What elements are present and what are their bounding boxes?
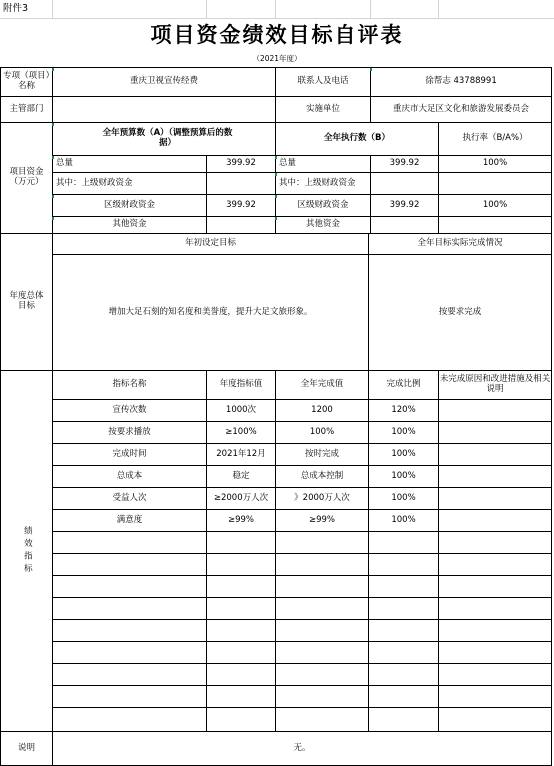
performance-indicators-text: 绩效指标 (22, 526, 33, 576)
fund-row-label: 其他资金 (112, 219, 147, 230)
indicator-cell: 》2000万人次 (294, 492, 350, 503)
fund-exec-value (371, 217, 438, 233)
indicator-cell: 稳定 (232, 470, 250, 481)
indicator-cell: 100% (309, 426, 335, 437)
fund-exec-value: 399.92 (389, 199, 420, 210)
actual-goal-header: 全年目标实际完成情况 (417, 238, 503, 249)
year-label: （2021年度） (252, 53, 302, 63)
execution-header: 全年执行数（B） (324, 133, 390, 144)
contact-label: 联系人及电话 (297, 76, 349, 87)
actual-goal-text: 按要求完成 (438, 306, 482, 317)
fund-rate-value: 100% (482, 158, 508, 169)
table-rule (52, 707, 552, 708)
project-name-value: 重庆卫视宣传经费 (129, 76, 198, 87)
indicator-cell: 100% (391, 492, 416, 503)
gridline (52, 0, 53, 19)
indicator-cell (439, 400, 551, 421)
table-rule (52, 553, 552, 554)
indicator-cell: ≥2000万人次 (213, 492, 269, 503)
indicator-header: 完成比例 (386, 379, 421, 390)
indicator-cell: ≥99% (227, 514, 254, 525)
table-rule (52, 663, 552, 664)
note-value: 无。 (293, 742, 311, 753)
indicator-cell: 完成时间 (112, 448, 147, 459)
table-rule (52, 531, 552, 532)
fund-exec-value: 399.92 (389, 158, 420, 169)
gridline (438, 0, 439, 19)
gridline (370, 0, 371, 19)
indicator-header: 全年完成值 (300, 379, 344, 390)
fund-row-label: 区级财政资金 (103, 199, 155, 210)
indicator-header: 年度指标值 (219, 379, 263, 390)
indicator-cell: 总成本 (116, 470, 143, 481)
indicator-cell (439, 422, 551, 443)
annual-goals-label: 年度总体目标 (9, 291, 44, 311)
table-rule (52, 597, 552, 598)
indicator-cell: 受益人次 (112, 492, 147, 503)
department-label: 主管部门 (9, 103, 44, 114)
gridline (206, 0, 207, 19)
fund-exec-value (371, 173, 438, 194)
fund-budget-value (207, 173, 275, 194)
attachment-label: 附件3 (3, 2, 29, 14)
project-name-label: 专项（项目）名称 (3, 71, 50, 91)
implementing-unit-value: 重庆市大足区文化和旅游发展委员会 (392, 103, 529, 114)
indicator-cell: 1000次 (225, 404, 257, 415)
fund-exec-label: 其中：上级财政资金 (279, 177, 356, 188)
fund-exec-label: 其他资金 (305, 219, 340, 230)
table-rule (52, 619, 552, 620)
indicator-cell: 按要求播放 (108, 426, 151, 437)
table-rule (52, 575, 552, 576)
fund-row-label: 其中：上级财政资金 (56, 177, 133, 188)
table-rule (52, 641, 552, 642)
indicator-cell: 按时完成 (304, 448, 339, 459)
fund-exec-label: 区级财政资金 (297, 199, 349, 210)
indicator-cell (439, 444, 551, 465)
indicator-cell: 2021年12月 (216, 448, 266, 459)
fund-rate-value (439, 173, 551, 194)
indicator-cell (439, 466, 551, 487)
table-rule (52, 685, 552, 686)
indicator-cell: 100% (391, 448, 416, 459)
implementing-unit-label: 实施单位 (305, 103, 340, 114)
indicator-cell (439, 510, 551, 531)
budget-header: 全年预算数（A）（调整预算后的数据） (102, 128, 233, 148)
indicator-cell: 100% (391, 470, 416, 481)
funds-section-label: 项目资金（万元） (9, 167, 44, 187)
indicator-cell: 100% (391, 426, 416, 437)
fund-rate-value: 100% (482, 199, 508, 210)
fund-budget-value: 399.92 (226, 199, 256, 210)
contact-value: 徐帮志 43788991 (425, 76, 497, 87)
gridline (275, 0, 276, 19)
indicator-cell (439, 488, 551, 509)
indicator-cell: 100% (391, 514, 416, 525)
planned-goal-text: 增加大足石刻的知名度和美誉度，提升大足文旅形象。 (108, 306, 313, 317)
cell-marker (52, 123, 54, 126)
fund-rate-value (439, 217, 551, 233)
fund-budget-value (207, 217, 275, 233)
indicator-cell: ≥99% (308, 514, 335, 525)
department-value (53, 97, 275, 122)
indicator-cell: 宣传次数 (112, 404, 147, 415)
page-title: 项目资金绩效目标自评表 (150, 21, 404, 47)
execution-rate-header: 执行率（B/A%） (462, 133, 528, 144)
indicator-cell: ≥100% (225, 426, 257, 437)
indicator-header: 未完成原因和改进措施及相关说明 (439, 374, 551, 394)
fund-exec-label: 总量 (279, 158, 297, 169)
indicator-header: 指标名称 (112, 379, 147, 390)
note-label: 说明 (17, 742, 35, 753)
indicator-cell: 满意度 (116, 514, 143, 525)
indicator-cell: 总成本控制 (300, 470, 344, 481)
planned-goal-header: 年初设定目标 (184, 238, 236, 249)
fund-budget-value: 399.92 (226, 158, 256, 169)
indicator-cell: 1200 (311, 404, 333, 415)
fund-row-label: 总量 (56, 158, 74, 169)
indicator-cell: 120% (391, 404, 416, 415)
performance-indicators-label (1, 371, 52, 731)
